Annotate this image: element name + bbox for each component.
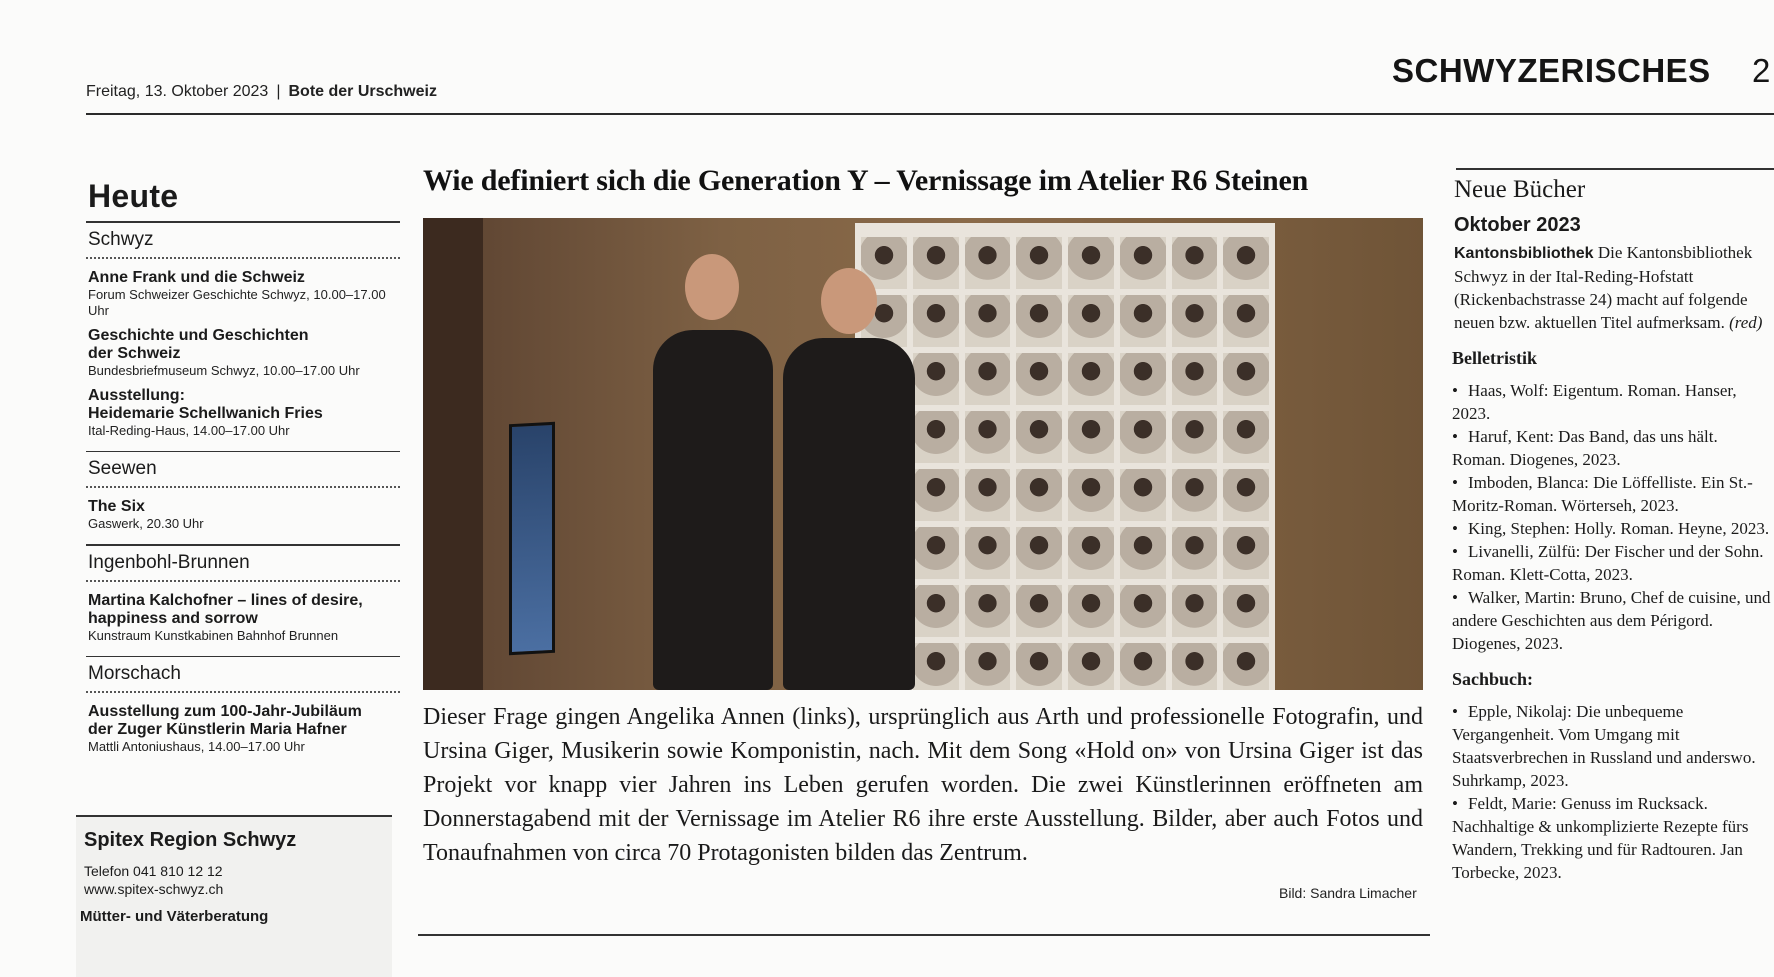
book-entry [1452, 517, 1774, 540]
book-entry [1452, 471, 1774, 517]
bullet-icon: • [1452, 519, 1458, 538]
book-entry [1452, 586, 1774, 655]
portrait-tile [965, 469, 1011, 521]
photo-person-right-head [821, 268, 877, 334]
portrait-tile [965, 411, 1011, 463]
portrait-tile [1120, 237, 1166, 289]
issue-date: Freitag, 13. Oktober 2023 [86, 83, 269, 100]
book-entry-text: Imboden, Blanca: Die Löffelliste. Ein St.-Moritz-Roman. Wörterseh, 2023. [1452, 473, 1753, 515]
article-bottom-rule [418, 934, 1430, 936]
masthead-rule [86, 113, 1774, 115]
portrait-tile [1068, 295, 1114, 347]
photo-person-right [783, 338, 915, 690]
event-detail: Forum Schweizer Geschichte Schwyz, 10.00–17.00 Uhr [88, 286, 386, 318]
bullet-icon: • [1452, 427, 1458, 446]
event-title: Geschichte und Geschichten der Schweiz [88, 326, 309, 362]
books-heading: Neue Bücher [1454, 176, 1586, 203]
portrait-tile [1172, 411, 1218, 463]
masthead-date-line [86, 83, 437, 101]
book-entry-text: King, Stephen: Holly. Roman. Heyne, 2023. [1468, 519, 1770, 538]
portrait-tile [1068, 527, 1114, 579]
photo-person-left-head [685, 254, 739, 320]
bullet-icon: • [1452, 794, 1458, 813]
event-item [88, 387, 400, 439]
portrait-tile [1068, 585, 1114, 637]
place-section-seewen [86, 452, 400, 544]
portrait-tile [1016, 411, 1062, 463]
portrait-tile [1016, 295, 1062, 347]
book-entry [1452, 379, 1774, 425]
portrait-wall [855, 223, 1275, 690]
page-number: 2 [1752, 52, 1771, 89]
photo-credit: Bild: Sandra Limacher [1279, 885, 1417, 901]
heute-column [86, 178, 400, 767]
portrait-tile [1223, 411, 1269, 463]
masthead-separator: | [276, 83, 281, 100]
portrait-tile [1172, 527, 1218, 579]
place-section-morschach [86, 657, 400, 767]
event-detail: Kunstraum Kunstkabinen Bahnhof Brunnen [88, 627, 339, 643]
portrait-tile [1223, 643, 1269, 690]
spitex-phone: Telefon 041 810 12 12 [84, 863, 223, 879]
portrait-tile [1223, 295, 1269, 347]
portrait-tile [965, 527, 1011, 579]
spitex-title: Spitex Region Schwyz [84, 829, 297, 851]
portrait-tile [1172, 353, 1218, 405]
portrait-tile [1016, 469, 1062, 521]
portrait-tile [913, 411, 959, 463]
event-detail: Ital-Reding-Haus, 14.00–17.00 Uhr [88, 422, 290, 438]
portrait-tile [1120, 527, 1166, 579]
event-item [88, 592, 400, 644]
portrait-tile [1172, 585, 1218, 637]
heute-title: Heute [88, 178, 179, 214]
photo-caption: Dieser Frage gingen Angelika Annen (links), ursprünglich aus Arth und professionelle Fotografin, und Ursina Giger, Musikerin sowie Komponistin, nach. Mit dem Song «Hold on» von Ursina Giger ist das Projekt vor knapp vier Jahren ins Leben gerufen worden. Die zwei Künstlerinnen eröffneten am Donnerstagabend mit der Vernissage im Atelier R6 ihre erste Ausstellung. Bilder, aber auch Fotos und Tonaufnahmen von circa 70 Protagonisten bilden das Zentrum. [423, 704, 1423, 866]
spitex-subtitle: Mütter- und Väterberatung [80, 908, 269, 925]
event-list [86, 259, 400, 451]
portrait-tile [1016, 353, 1062, 405]
portrait-tile [1068, 469, 1114, 521]
portrait-tile [1120, 643, 1166, 690]
place-name: Schwyz [88, 228, 154, 250]
portrait-tile [1120, 585, 1166, 637]
photo-blue-panel [509, 422, 555, 655]
books-month: Oktober 2023 [1454, 214, 1581, 236]
portrait-tile [913, 469, 959, 521]
newspaper-name: Bote der Urschweiz [288, 83, 437, 100]
portrait-tile [1068, 353, 1114, 405]
portrait-tile [1223, 469, 1269, 521]
place-section-schwyz [86, 223, 400, 451]
portrait-tile [1120, 411, 1166, 463]
portrait-tile [913, 237, 959, 289]
books-category-title: Sachbuch: [1452, 669, 1534, 689]
book-entry [1452, 792, 1774, 884]
place-section-ingenbohl-brunnen [86, 546, 400, 656]
book-entry [1452, 700, 1774, 792]
book-entry-text: Livanelli, Zülfü: Der Fischer und der Sohn. Roman. Klett-Cotta, 2023. [1452, 542, 1764, 584]
bullet-icon: • [1452, 542, 1458, 561]
portrait-tile [1120, 295, 1166, 347]
portrait-tile [1016, 585, 1062, 637]
book-entry-text: Haas, Wolf: Eigentum. Roman. Hanser, 2023. [1452, 381, 1737, 423]
portrait-tile [1068, 643, 1114, 690]
portrait-tile [1120, 353, 1166, 405]
portrait-tile [1120, 469, 1166, 521]
portrait-tile [913, 585, 959, 637]
bullet-icon: • [1452, 702, 1458, 721]
portrait-tile [1172, 237, 1218, 289]
books-intro-tag: (red) [1729, 313, 1763, 332]
section-title: SCHWYZERISCHES [1392, 52, 1711, 89]
event-item [88, 703, 400, 755]
books-column [1452, 168, 1774, 884]
books-intro [1454, 241, 1774, 334]
bullet-icon: • [1452, 473, 1458, 492]
article-photo [423, 218, 1423, 690]
photo-person-left [653, 330, 773, 690]
portrait-tile [1223, 353, 1269, 405]
spitex-info-box [76, 815, 392, 977]
book-entry-text: Feldt, Marie: Genuss im Rucksack. Nachhaltige & unkomplizierte Rezepte fürs Wandern, Trekking und für Radtouren. Jan Torbecke, 2023. [1452, 794, 1749, 882]
portrait-tile [1172, 469, 1218, 521]
portrait-tile [965, 643, 1011, 690]
portrait-tile [965, 237, 1011, 289]
bullet-icon: • [1452, 381, 1458, 400]
event-item [88, 269, 400, 319]
book-entry [1452, 540, 1774, 586]
article-headline: Wie definiert sich die Generation Y – Vernissage im Atelier R6 Steinen [423, 164, 1309, 197]
portrait-tile [1172, 643, 1218, 690]
event-list [86, 582, 400, 656]
portrait-tile [1016, 237, 1062, 289]
books-category-title: Belletristik [1452, 348, 1537, 368]
portrait-tile [965, 585, 1011, 637]
event-title: Ausstellung: Heidemarie Schellwanich Fries [88, 386, 323, 422]
book-entry-text: Haruf, Kent: Das Band, das uns hält. Roman. Diogenes, 2023. [1452, 427, 1718, 469]
event-title: Martina Kalchofner – lines of desire, happiness and sorrow [88, 591, 363, 627]
place-name: Ingenbohl-Brunnen [88, 551, 250, 573]
event-title: Anne Frank und die Schweiz [88, 268, 305, 286]
event-item [88, 327, 400, 379]
books-intro-label: Kantonsbibliothek [1454, 245, 1594, 262]
portrait-tile [965, 353, 1011, 405]
portrait-tile [1223, 237, 1269, 289]
book-entry-text: Epple, Nikolaj: Die unbequeme Vergangenheit. Vom Umgang mit Staatsverbrechen in Russland und anderswo. Suhrkamp, 2023. [1452, 702, 1756, 790]
bullet-icon: • [1452, 588, 1458, 607]
portrait-tile [1016, 527, 1062, 579]
books-category-sachbuch [1452, 669, 1774, 884]
book-entry [1452, 425, 1774, 471]
portrait-tile [913, 643, 959, 690]
books-intro-text: Die Kantonsbibliothek Schwyz in der Ital-Reding-Hofstatt (Rickenbachstrasse 24) macht auf folgende neuen bzw. aktuellen Titel aufmerksam. [1454, 243, 1753, 332]
portrait-tile [1223, 527, 1269, 579]
portrait-tile [1016, 643, 1062, 690]
place-name: Morschach [88, 663, 181, 684]
portrait-tile [913, 353, 959, 405]
event-detail: Mattli Antoniushaus, 14.00–17.00 Uhr [88, 739, 305, 754]
portrait-tile [913, 295, 959, 347]
photo-wall-shadow [423, 218, 483, 690]
event-detail: Bundesbriefmuseum Schwyz, 10.00–17.00 Uhr [88, 362, 360, 378]
spitex-website: www.spitex-schwyz.ch [84, 881, 224, 897]
event-title: The Six [88, 498, 145, 515]
portrait-tile [965, 295, 1011, 347]
portrait-tile [1172, 295, 1218, 347]
portrait-tile [913, 527, 959, 579]
portrait-tile [1223, 585, 1269, 637]
book-entry-text: Walker, Martin: Bruno, Chef de cuisine, und andere Geschichten aus dem Périgord. Diogenes, 2023. [1452, 588, 1771, 653]
event-list [86, 693, 400, 767]
event-list [86, 488, 400, 544]
event-detail: Gaswerk, 20.30 Uhr [88, 516, 204, 531]
place-name: Seewen [88, 458, 157, 479]
event-item [88, 498, 400, 532]
books-category-belletristik [1452, 348, 1774, 655]
portrait-tile [1068, 237, 1114, 289]
portrait-tile [1068, 411, 1114, 463]
event-title: Ausstellung zum 100-Jahr-Jubiläum der Zuger Künstlerin Maria Hafner [88, 703, 362, 738]
